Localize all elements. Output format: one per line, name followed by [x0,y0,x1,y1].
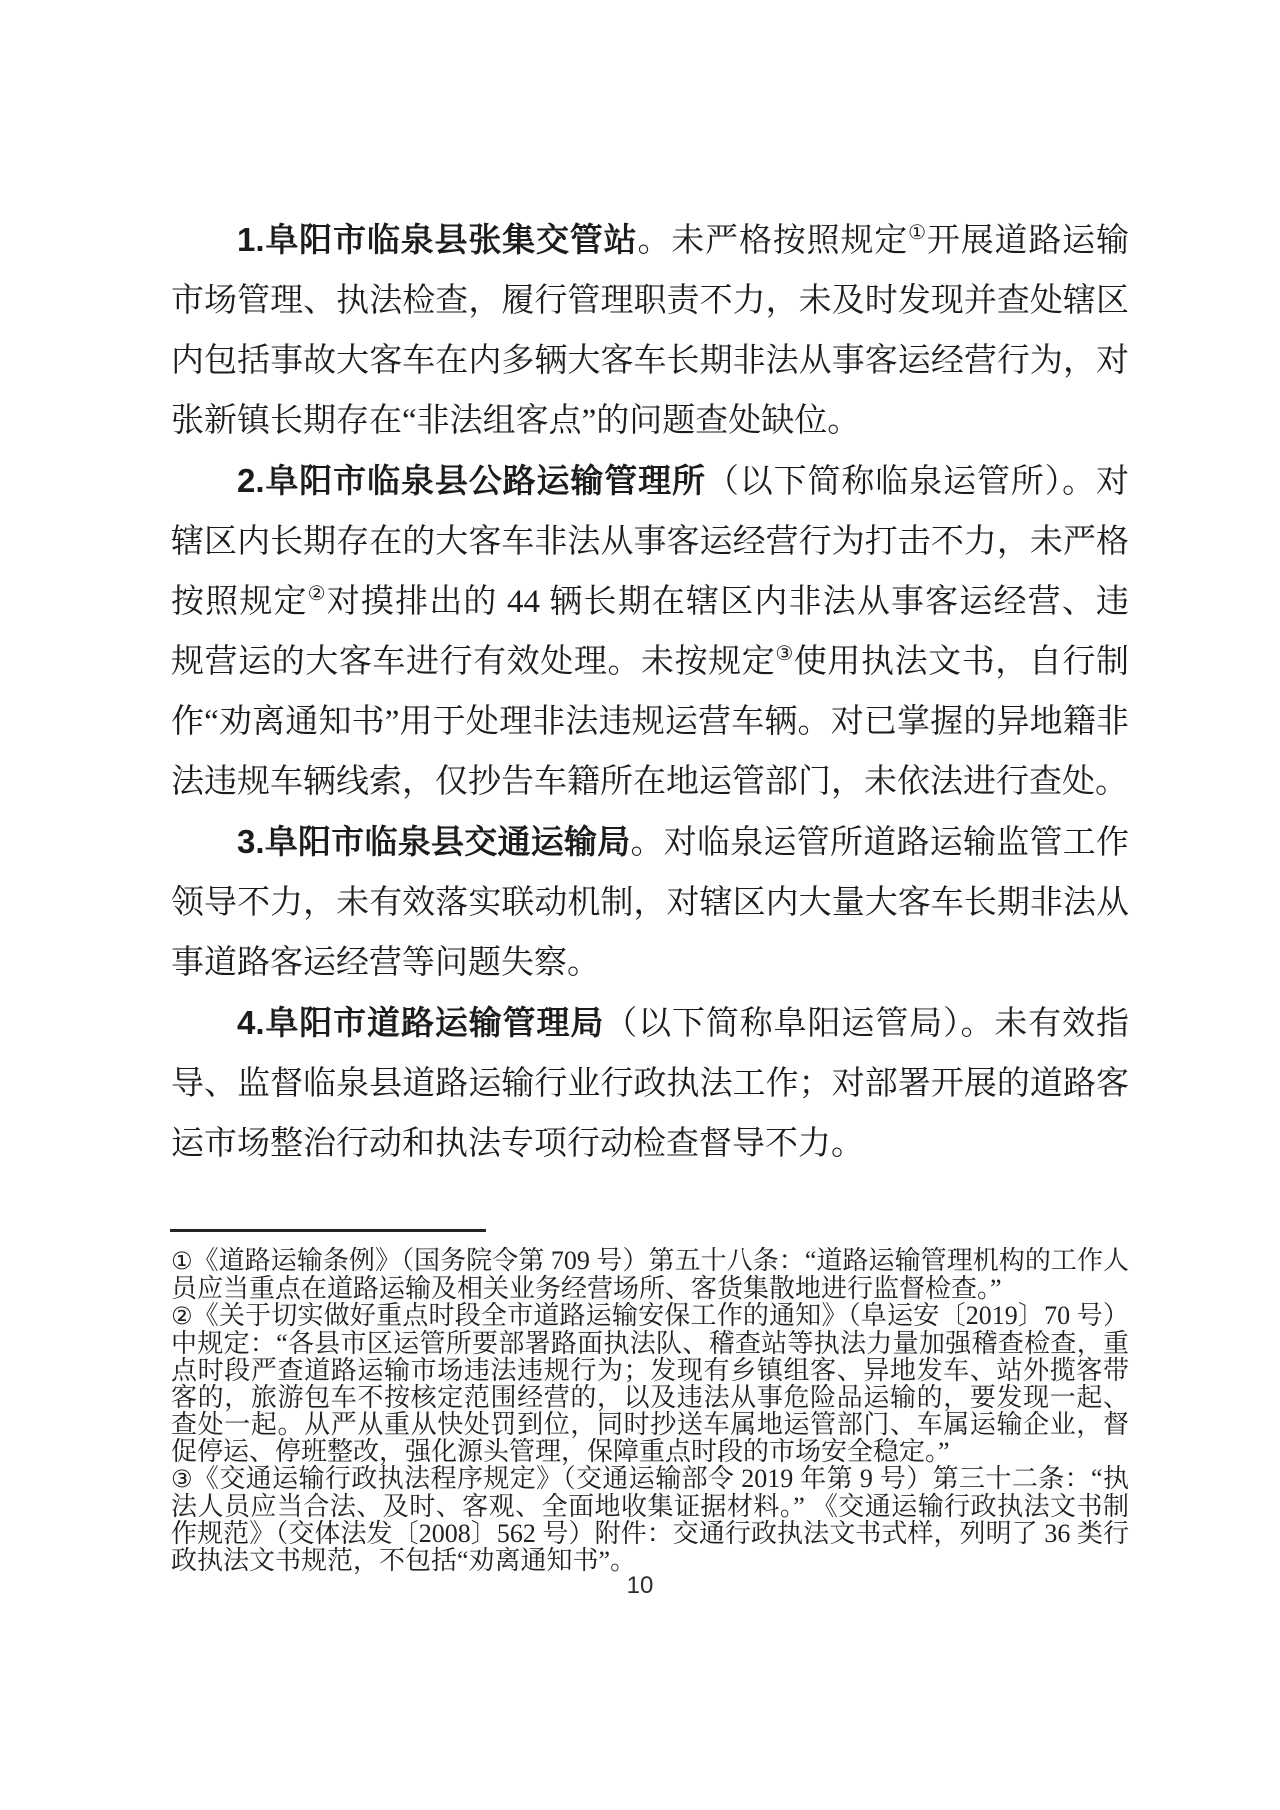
footnote-marker: ① [171,1247,193,1275]
footnote-text: 《关于切实做好重点时段全市道路运输安保工作的通知》（阜运安〔2019〕70 号）中规定：“各县市区运管所要部署路面执法队、稽查站等执法力量加强稽查检查，重点时段严查道路运输市场违法违规行为；发现有乡镇组客、异地发车、站外揽客带客的，旅游包车不按核定范围经营的，以及违法从事危险品运输的，要发现一起、查处一起。从严从重从快处罚到位，同时抄送车属地运管部门、车属运输企业，督促停运、停班整改，强化源头管理，保障重点时段的市场安全稳定。” [171,1301,1129,1466]
footnote [171,1247,1129,1302]
paragraph-text: 。未严格按照规定 [637,223,909,259]
paragraph-text: （以下简称阜阳运管局）。未有效指导、监督临泉县道路运输行业行政执法工作；对部署开展的道路客运市场整治行动和执法专项行动检查督导不力。 [171,1006,1130,1162]
paragraph-text: 对摸排出的 44 辆长期在辖区内非法从事客运经营、违规营运的大客车进行有效处理。未按规定 [171,584,1129,680]
paragraph-heading: 2.阜阳市临泉县公路运输管理所 [237,462,706,499]
paragraph-heading: 4.阜阳市道路运输管理局 [237,1004,605,1041]
paragraph-text: 使用执法文书，自行制作“劝离通知书”用于处理非法违规运营车辆。对已掌握的异地籍非法违规车辆线索，仅抄告车籍所在地运管部门，未依法进行查处。 [171,644,1130,800]
page-number: 10 [626,1572,654,1599]
paragraph-text: 开展道路运输市场管理、执法检查，履行管理职责不力，未及时发现并查处辖区内包括事故大客车在内多辆大客车长期非法从事客运经营行为，对张新镇长期存在“非法组客点”的问题查处缺位。 [171,223,1129,439]
footnote-ref-icon: ③ [775,641,794,665]
footnote-ref-icon: ① [908,220,927,244]
paragraph-text: 。对临泉运管所道路运输监管工作领导不力，未有效落实联动机制，对辖区内大量大客车长期非法从事道路客运经营等问题失察。 [171,825,1129,981]
footnote-text: 《交通运输行政执法程序规定》（交通运输部令 2019 年第 9 号）第三十二条：“执法人员应当合法、及时、客观、全面地收集证据材料。” 《交通运输行政执法文书制作规范》（交体法发〔2008〕562 号）附件：交通行政执法文书式样，列明了 36 类行政执法文书规范，不包括“劝离通知书”。 [171,1464,1129,1575]
paragraph [171,993,1129,1174]
paragraph [171,451,1129,812]
paragraph [171,210,1129,451]
paragraph [171,812,1129,993]
footnote [171,1465,1129,1574]
paragraph-heading: 3.阜阳市临泉县交通运输局 [237,823,631,860]
footnote-marker: ② [171,1302,193,1330]
paragraph-heading: 1.阜阳市临泉县张集交管站 [237,221,638,258]
body-paragraphs [171,210,1129,1174]
footnote-marker: ③ [171,1465,193,1493]
paragraph-text: （以下简称临泉运管所）。对辖区内长期存在的大客车非法从事客运经营行为打击不力，未严格按照规定 [171,464,1129,620]
footnote-ref-icon: ② [307,581,327,605]
footnote-separator [170,1229,486,1232]
footnote-text: 《道路运输条例》（国务院令第 709 号）第五十八条：“道路运输管理机构的工作人员应当重点在道路运输及相关业务经营场所、客货集散地进行监督检查。” [171,1246,1130,1303]
footnotes [171,1247,1129,1574]
footnote [171,1302,1129,1465]
